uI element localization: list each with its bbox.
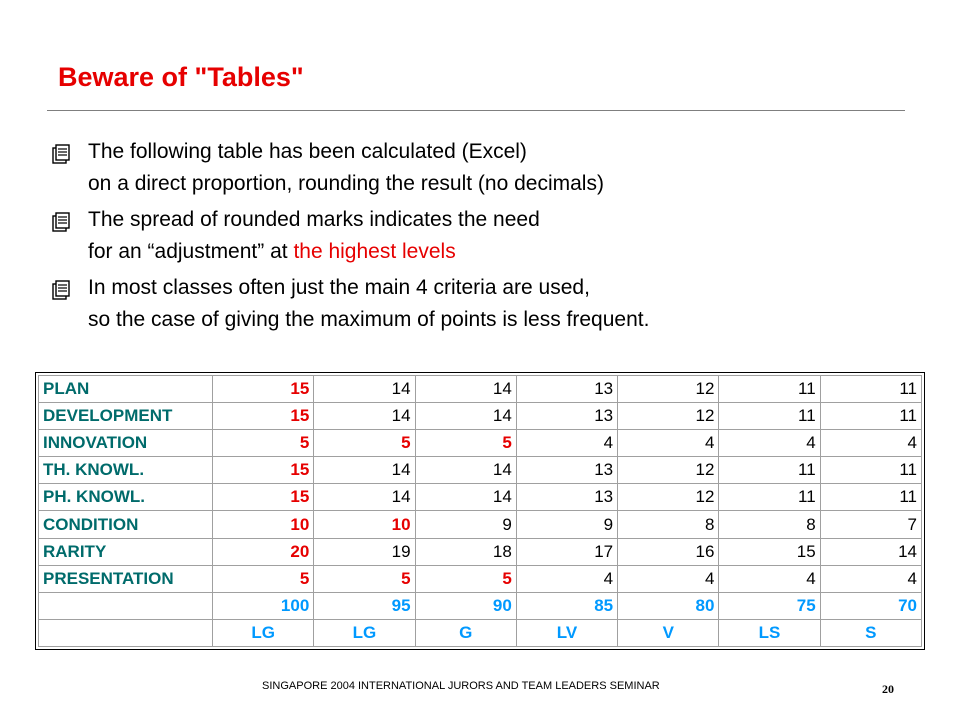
empty-cell	[39, 592, 213, 619]
bullet-text: so the case of giving the maximum of points is less frequent.	[88, 308, 650, 331]
mark-cell: 11	[820, 403, 921, 430]
bullet-line	[88, 236, 932, 268]
bullet-item	[52, 136, 932, 200]
bullet-text: The following table has been calculated (Excel)	[88, 140, 527, 163]
mark-cell: 15	[213, 403, 314, 430]
mark-cell: 4	[618, 430, 719, 457]
table-row	[39, 457, 922, 484]
table-row	[39, 430, 922, 457]
award-label-cell: S	[820, 619, 921, 646]
slide-title: Beware of "Tables"	[58, 62, 304, 92]
bullet-list	[52, 136, 932, 340]
footer-text: SINGAPORE 2004 INTERNATIONAL JURORS AND TEAM LEADERS SEMINAR	[262, 680, 660, 692]
bullet-line	[88, 136, 932, 168]
award-label-cell: LG	[213, 619, 314, 646]
mark-cell: 11	[820, 376, 921, 403]
table-row	[39, 484, 922, 511]
mark-cell: 14	[314, 457, 415, 484]
total-cell: 70	[820, 592, 921, 619]
mark-cell: 13	[516, 403, 617, 430]
mark-cell: 5	[213, 430, 314, 457]
total-cell: 75	[719, 592, 820, 619]
mark-cell: 16	[618, 538, 719, 565]
mark-cell: 4	[618, 565, 719, 592]
mark-cell: 12	[618, 403, 719, 430]
mark-cell: 13	[516, 484, 617, 511]
mark-cell: 12	[618, 457, 719, 484]
table-row	[39, 403, 922, 430]
notepad-icon	[52, 278, 72, 298]
mark-cell: 12	[618, 376, 719, 403]
mark-cell: 14	[415, 376, 516, 403]
bullet-text: The spread of rounded marks indicates the need	[88, 208, 540, 231]
table-row	[39, 538, 922, 565]
table-row	[39, 565, 922, 592]
mark-cell: 14	[314, 376, 415, 403]
criterion-label: PRESENTATION	[39, 565, 213, 592]
criterion-label: RARITY	[39, 538, 213, 565]
bullet-text: for an “adjustment” at	[88, 240, 294, 263]
highlighted-text: the highest levels	[293, 240, 456, 263]
total-cell: 90	[415, 592, 516, 619]
criterion-label: TH. KNOWL.	[39, 457, 213, 484]
mark-cell: 8	[719, 511, 820, 538]
bullet-line	[88, 168, 932, 200]
mark-cell: 14	[820, 538, 921, 565]
mark-cell: 11	[820, 457, 921, 484]
table-row	[39, 511, 922, 538]
notepad-icon	[52, 210, 72, 230]
total-cell: 100	[213, 592, 314, 619]
mark-cell: 5	[314, 430, 415, 457]
award-label-cell: LG	[314, 619, 415, 646]
mark-cell: 11	[719, 376, 820, 403]
criterion-label: PH. KNOWL.	[39, 484, 213, 511]
mark-cell: 5	[314, 565, 415, 592]
mark-cell: 4	[820, 430, 921, 457]
bullet-line	[88, 204, 932, 236]
total-cell: 85	[516, 592, 617, 619]
table-row	[39, 376, 922, 403]
mark-cell: 20	[213, 538, 314, 565]
notepad-icon	[52, 142, 72, 162]
award-label-cell: LV	[516, 619, 617, 646]
page-number: 20	[882, 682, 894, 696]
marks-table	[38, 375, 922, 647]
mark-cell: 5	[415, 430, 516, 457]
mark-cell: 9	[516, 511, 617, 538]
mark-cell: 14	[415, 403, 516, 430]
mark-cell: 12	[618, 484, 719, 511]
mark-cell: 4	[719, 565, 820, 592]
criterion-label: DEVELOPMENT	[39, 403, 213, 430]
mark-cell: 14	[314, 484, 415, 511]
criterion-label: INNOVATION	[39, 430, 213, 457]
mark-cell: 4	[820, 565, 921, 592]
mark-cell: 4	[516, 565, 617, 592]
mark-cell: 18	[415, 538, 516, 565]
criterion-label: PLAN	[39, 376, 213, 403]
mark-cell: 15	[213, 484, 314, 511]
mark-cell: 7	[820, 511, 921, 538]
bullet-line	[88, 304, 932, 336]
total-cell: 80	[618, 592, 719, 619]
mark-cell: 11	[820, 484, 921, 511]
mark-cell: 14	[314, 403, 415, 430]
empty-cell	[39, 619, 213, 646]
mark-cell: 4	[516, 430, 617, 457]
mark-cell: 14	[415, 457, 516, 484]
criterion-label: CONDITION	[39, 511, 213, 538]
mark-cell: 11	[719, 403, 820, 430]
totals-row	[39, 592, 922, 619]
bullet-text: on a direct proportion, rounding the result (no decimals)	[88, 172, 604, 195]
award-label-cell: LS	[719, 619, 820, 646]
mark-cell: 15	[213, 457, 314, 484]
mark-cell: 10	[213, 511, 314, 538]
mark-cell: 8	[618, 511, 719, 538]
total-cell: 95	[314, 592, 415, 619]
mark-cell: 5	[415, 565, 516, 592]
mark-cell: 10	[314, 511, 415, 538]
bullet-item	[52, 272, 932, 336]
mark-cell: 14	[415, 484, 516, 511]
mark-cell: 5	[213, 565, 314, 592]
bullet-text: In most classes often just the main 4 criteria are used,	[88, 276, 590, 299]
marks-table-frame	[35, 372, 925, 650]
mark-cell: 11	[719, 457, 820, 484]
award-label-cell: V	[618, 619, 719, 646]
mark-cell: 13	[516, 376, 617, 403]
award-label-cell: G	[415, 619, 516, 646]
mark-cell: 15	[719, 538, 820, 565]
labels-row	[39, 619, 922, 646]
mark-cell: 15	[213, 376, 314, 403]
mark-cell: 9	[415, 511, 516, 538]
bullet-line	[88, 272, 932, 304]
mark-cell: 4	[719, 430, 820, 457]
title-divider	[47, 110, 905, 111]
mark-cell: 19	[314, 538, 415, 565]
bullet-item	[52, 204, 932, 268]
mark-cell: 11	[719, 484, 820, 511]
mark-cell: 17	[516, 538, 617, 565]
mark-cell: 13	[516, 457, 617, 484]
